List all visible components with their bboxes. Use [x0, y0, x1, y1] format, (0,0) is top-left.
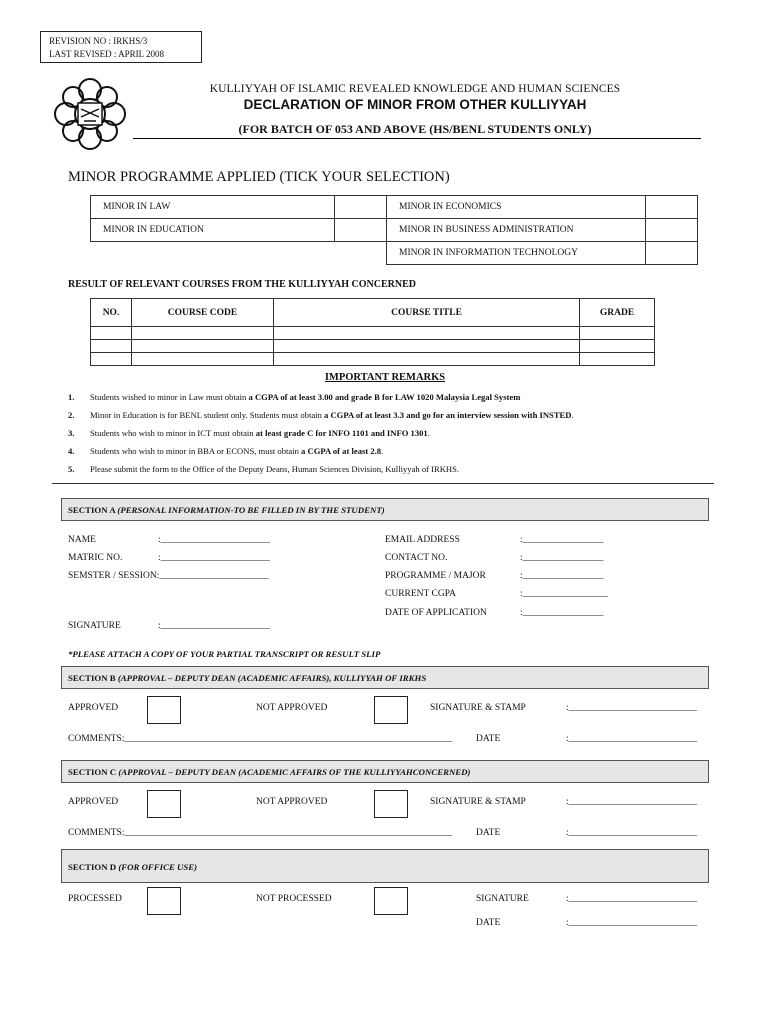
minor-law-checkbox[interactable] — [335, 196, 387, 219]
revision-number: REVISION NO : IRKHS/3 — [49, 36, 148, 46]
form-title: DECLARATION OF MINOR FROM OTHER KULLIYYAH — [243, 97, 587, 112]
results-table — [90, 298, 655, 366]
d-signature-field[interactable]: :___________________________ — [566, 894, 697, 904]
not-processed-label: NOT PROCESSED — [256, 894, 332, 904]
email-label: EMAIL ADDRESS — [385, 535, 460, 545]
minor-law-label: MINOR IN LAW — [91, 196, 335, 219]
name-label: NAME — [68, 535, 96, 545]
b-approved-checkbox[interactable] — [147, 696, 181, 724]
minor-education-label: MINOR IN EDUCATION — [91, 219, 335, 242]
contact-label: CONTACT NO. — [385, 553, 448, 563]
b-signature-label: SIGNATURE & STAMP — [430, 703, 526, 713]
col-course-code: COURSE CODE — [132, 299, 274, 327]
programme-label: PROGRAMME / MAJOR — [385, 571, 486, 581]
university-emblem-icon — [48, 73, 132, 155]
processed-label: PROCESSED — [68, 894, 122, 904]
d-date-label: DATE — [476, 918, 501, 928]
minor-business-checkbox[interactable] — [646, 219, 698, 242]
form-subtitle: (FOR BATCH OF 053 AND ABOVE (HS/BENL STUDENTS ONLY) — [238, 122, 592, 136]
minor-it-checkbox[interactable] — [646, 242, 698, 265]
d-signature-label: SIGNATURE — [476, 894, 529, 904]
section-b-header: SECTION B (APPROVAL – DEPUTY DEAN (ACADEMIC AFFAIRS), KULLIYYAH OF IRKHS — [61, 666, 709, 689]
minor-economics-checkbox[interactable] — [646, 196, 698, 219]
cgpa-label: CURRENT CGPA — [385, 589, 457, 599]
results-heading: RESULT OF RELEVANT COURSES FROM THE KULLIYYAH CONCERNED — [68, 279, 416, 290]
contact-field[interactable]: :_________________ — [520, 553, 604, 563]
signature-field[interactable]: :_______________________ — [158, 621, 270, 631]
minor-heading: MINOR PROGRAMME APPLIED (TICK YOUR SELECTION) — [68, 169, 450, 185]
name-field[interactable]: :_______________________ — [158, 535, 270, 545]
b-date-label: DATE — [476, 734, 501, 744]
c-not-approved-checkbox[interactable] — [374, 790, 408, 818]
last-revised: LAST REVISED : APRIL 2008 — [49, 49, 165, 59]
c-signature-label: SIGNATURE & STAMP — [430, 797, 526, 807]
matric-label: MATRIC NO. — [68, 553, 123, 563]
col-grade: GRADE — [580, 299, 655, 327]
revision-box — [40, 31, 202, 63]
table-row — [91, 327, 655, 340]
c-date-label: DATE — [476, 828, 501, 838]
semester-field[interactable]: SEMSTER / SESSION:_______________________ — [68, 571, 269, 581]
table-row — [91, 340, 655, 353]
header-rule — [133, 138, 701, 139]
matric-field[interactable]: :_______________________ — [158, 553, 270, 563]
b-not-approved-checkbox[interactable] — [374, 696, 408, 724]
c-approved-checkbox[interactable] — [147, 790, 181, 818]
minor-it-label: MINOR IN INFORMATION TECHNOLOGY — [387, 242, 646, 265]
b-approved-label: APPROVED — [68, 703, 119, 713]
minor-education-checkbox[interactable] — [335, 219, 387, 242]
c-date-field[interactable]: :___________________________ — [566, 828, 697, 838]
c-not-approved-label: NOT APPROVED — [256, 797, 328, 807]
minor-table — [90, 195, 698, 265]
c-comments-field[interactable]: COMMENTS:_____________________________________________________________________ — [68, 828, 453, 838]
minor-economics-label: MINOR IN ECONOMICS — [387, 196, 646, 219]
signature-label: SIGNATURE — [68, 621, 121, 631]
b-signature-field[interactable]: :___________________________ — [566, 703, 697, 713]
minor-business-label: MINOR IN BUSINESS ADMINISTRATION — [387, 219, 646, 242]
email-field[interactable]: :_________________ — [520, 535, 604, 545]
section-c-header: SECTION C (APPROVAL – DEPUTY DEAN (ACADEMIC AFFAIRS OF THE KULLIYYAHCONCERNED) — [61, 760, 709, 783]
b-date-field[interactable]: :___________________________ — [566, 734, 697, 744]
c-approved-label: APPROVED — [68, 797, 119, 807]
c-signature-field[interactable]: :___________________________ — [566, 797, 697, 807]
cgpa-field[interactable]: :__________________ — [520, 589, 609, 599]
section-a-header: SECTION A (PERSONAL INFORMATION-TO BE FILLED IN BY THE STUDENT) — [61, 498, 709, 521]
b-not-approved-label: NOT APPROVED — [256, 703, 328, 713]
col-no: NO. — [91, 299, 132, 327]
processed-checkbox[interactable] — [147, 887, 181, 915]
programme-field[interactable]: :_________________ — [520, 571, 604, 581]
institution-name: KULLIYYAH OF ISLAMIC REVEALED KNOWLEDGE AND HUMAN SCIENCES — [209, 83, 621, 95]
transcript-note: *PLEASE ATTACH A COPY OF YOUR PARTIAL TRANSCRIPT OR RESULT SLIP — [68, 649, 381, 659]
application-date-field[interactable]: :_________________ — [520, 608, 604, 618]
d-date-field[interactable]: :___________________________ — [566, 918, 697, 928]
col-course-title: COURSE TITLE — [274, 299, 580, 327]
section-divider — [52, 483, 714, 484]
table-row — [91, 353, 655, 366]
not-processed-checkbox[interactable] — [374, 887, 408, 915]
remarks-heading: IMPORTANT REMARKS — [324, 372, 446, 383]
b-comments-field[interactable]: COMMENTS:_____________________________________________________________________ — [68, 734, 453, 744]
section-d-header: SECTION D (FOR OFFICE USE) — [61, 849, 709, 883]
application-date-label: DATE OF APPLICATION — [385, 608, 487, 618]
